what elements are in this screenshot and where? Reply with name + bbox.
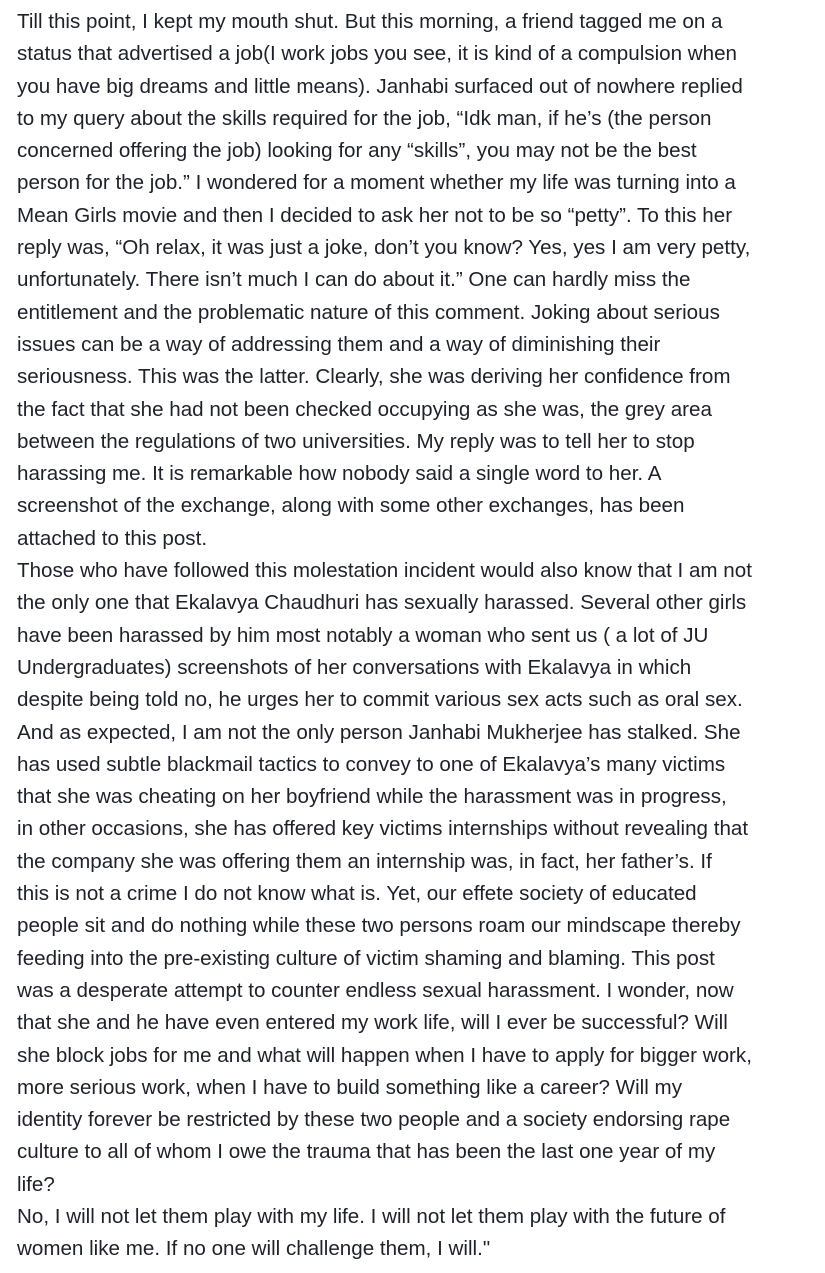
paragraph-2	[17, 555, 813, 1201]
text-line: identity forever be restricted by these two people and a society endorsing rape	[17, 1108, 731, 1132]
text-line: Mean Girls movie and then I decided to ask her not to be so “petty”. To this her	[17, 203, 733, 227]
text-line: to my query about the skills required for the job, “Idk man, if he’s (the person	[17, 106, 712, 130]
text-line: people sit and do nothing while these two persons roam our mindscape thereby	[17, 914, 741, 938]
text-line: that she was cheating on her boyfriend while the harassment was in progress,	[17, 785, 727, 809]
text-line: harassing me. It is remarkable how nobody said a single word to her. A	[17, 462, 662, 486]
text-line: she block jobs for me and what will happen when I have to apply for bigger work,	[17, 1043, 752, 1067]
text-line: entitlement and the problematic nature of this comment. Joking about serious	[17, 300, 720, 324]
text-line: issues can be a way of addressing them and a way of diminishing their	[17, 332, 661, 356]
text-line: status that advertised a job(I work jobs you see, it is kind of a compulsion when	[17, 42, 738, 66]
paragraph-3	[17, 1201, 813, 1266]
text-line: feeding into the pre-existing culture of victim shaming and blaming. This post	[17, 946, 715, 970]
text-line: Undergraduates) screenshots of her conversations with Ekalavya in which	[17, 655, 692, 679]
text-line: in other occasions, she has offered key victims internships without revealing that	[17, 817, 749, 841]
text-line: culture to all of whom I owe the trauma that has been the last one year of my	[17, 1140, 716, 1164]
text-line: between the regulations of two universities. My reply was to tell her to stop	[17, 429, 695, 453]
text-line: screenshot of the exchange, along with some other exchanges, has been	[17, 494, 685, 518]
text-line: unfortunately. There isn’t much I can do about it.” One can hardly miss the	[17, 268, 691, 292]
text-line: No, I will not let them play with my life. I will not let them play with the future of	[17, 1204, 726, 1228]
text-line: was a desperate attempt to counter endless sexual harassment. I wonder, now	[17, 978, 734, 1002]
paragraph-1	[17, 6, 813, 555]
text-line: more serious work, when I have to build something like a career? Will my	[17, 1075, 682, 1099]
text-line: concerned offering the job) looking for any “skills”, you may not be the best	[17, 139, 697, 163]
text-line: despite being told no, he urges her to commit various sex acts such as oral sex.	[17, 688, 743, 712]
text-line: And as expected, I am not the only person Janhabi Mukherjee has stalked. She	[17, 720, 741, 744]
text-line: person for the job.” I wondered for a moment whether my life was turning into a	[17, 171, 736, 195]
text-line: life?	[17, 1172, 55, 1196]
text-line: you have big dreams and little means). Janhabi surfaced out of nowhere replied	[17, 74, 743, 98]
text-line: that she and he have even entered my work life, will I ever be successful? Will	[17, 1011, 728, 1035]
text-line: the company she was offering them an internship was, in fact, her father’s. If	[17, 849, 712, 873]
text-line: women like me. If no one will challenge them, I will."	[17, 1237, 491, 1261]
text-line: Till this point, I kept my mouth shut. But this morning, a friend tagged me on a	[17, 10, 723, 33]
text-line: the only one that Ekalavya Chaudhuri has sexually harassed. Several other girls	[17, 591, 747, 615]
text-line: has used subtle blackmail tactics to convey to one of Ekalavya’s many victims	[17, 752, 726, 776]
text-line: the fact that she had not been checked occupying as she was, the grey area	[17, 397, 712, 421]
text-line: Those who have followed this molestation incident would also know that I am not	[17, 559, 752, 583]
text-line: have been harassed by him most notably a woman who sent us ( a lot of JU	[17, 623, 709, 647]
text-line: reply was, “Oh relax, it was just a joke, don’t you know? Yes, yes I am very petty,	[17, 236, 751, 260]
text-line: seriousness. This was the latter. Clearly, she was deriving her confidence from	[17, 365, 731, 389]
text-line: this is not a crime I do not know what is. Yet, our effete society of educated	[17, 882, 697, 906]
text-line: attached to this post.	[17, 526, 208, 550]
